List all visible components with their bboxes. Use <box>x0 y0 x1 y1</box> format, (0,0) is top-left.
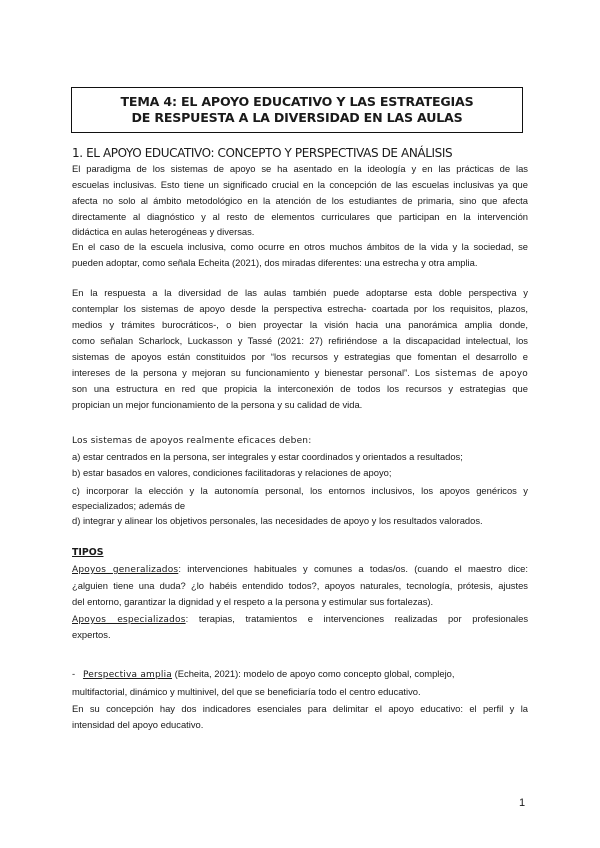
definition-line <box>72 563 528 576</box>
paragraph-line: directamente al diagnóstico y al resto de elementos curriculares que participan en la intervención <box>72 211 528 222</box>
list-item: c) incorporar la elección y la autonomía personal, los entornos inclusivos, los apoyos genéricos y <box>72 485 528 496</box>
paragraph-line: sistemas de apoyos están constituidos por “los recursos y estrategias que fomentan el desarrollo e <box>72 351 528 362</box>
paragraph-line: contemplar los sistemas de apoyo desde la perspectiva estrecha- coartada por los requisitos, plazos, <box>72 303 528 314</box>
title-box <box>71 87 523 133</box>
definition-line: En su concepción hay dos indicadores esenciales para delimitar el apoyo educativo: el perfil y la <box>72 703 528 714</box>
term-label: Apoyos especializados <box>72 615 186 625</box>
tipos-heading: TIPOS <box>72 547 104 558</box>
term-text: : intervenciones habituales y comunes a todas/os. (cuando el maestro dice: <box>178 563 528 574</box>
term-label: Apoyos generalizados <box>72 565 179 575</box>
list-item: especializados; además de <box>72 500 186 511</box>
list-heading-text: Los sistemas de apoyos realmente eficaces deben: <box>72 436 312 446</box>
paragraph-line: como señalan Scharlock, Luckasson y Tassé (2021: 27) refiriéndose a la discapacidad intelectual, los <box>72 335 528 346</box>
paragraph-line: son una estructura en red que propicia la interconexión de todos los recursos y estrategias que <box>72 383 528 394</box>
list-heading <box>72 434 528 447</box>
paragraph-line: El paradigma de los sistemas de apoyo se ha asentado en la ideología y en las prácticas de las <box>72 163 528 174</box>
term-text: : terapias, tratamientos e intervenciones realizadas por profesionales <box>185 613 528 624</box>
term-label: Perspectiva amplia <box>82 670 173 680</box>
definition-line: multifactorial, dinámico y multinivel, del que se beneficiaría todo el centro educativo. <box>72 686 421 697</box>
title-line-1: TEMA 4: EL APOYO EDUCATIVO Y LAS ESTRATEGIAS <box>120 94 474 109</box>
paragraph-line: En la respuesta a la diversidad de las aulas también puede adoptarse esta doble perspectiva y <box>72 287 528 298</box>
citation: (Echeita, 2021) <box>172 668 239 679</box>
term-text: : modelo de apoyo como concepto global, complejo, <box>238 668 455 679</box>
paragraph-line: didáctica en aulas heterogéneas y diversas. <box>72 226 255 237</box>
paragraph-text: intereses de la persona y mejoran su funcionamiento y bienestar personal”. Los <box>72 367 430 378</box>
section-heading: 1. EL APOYO EDUCATIVO: CONCEPTO Y PERSPECTIVAS DE ANÁLISIS <box>72 146 453 160</box>
list-item: a) estar centrados en la persona, ser integrales y estar coordinados y orientados a resultados; <box>72 451 463 462</box>
dash: - <box>72 668 76 679</box>
title-line-2: DE RESPUESTA A LA DIVERSIDAD EN LAS AULAS <box>131 110 463 125</box>
paragraph-line: En el caso de la escuela inclusiva, como ocurre en otros muchos ámbitos de la vida y la sociedad, se <box>72 241 528 252</box>
paragraph-line: propician un mejor funcionamiento de la persona y su calidad de vida. <box>72 399 363 410</box>
definition-line: expertos. <box>72 629 111 640</box>
definition-line: ¿alguien tiene una duda? ¿lo habéis entendido todos?, apoyos naturales, tecnología, prótesis, ajustes <box>72 580 528 591</box>
definition-line: del entorno, garantizar la dignidad y el respeto a la persona y estimular sus fortalezas). <box>72 596 434 607</box>
paragraph-line-with-highlight <box>72 367 528 380</box>
highlight-term: sistemas de apoyo <box>435 369 528 379</box>
paragraph-line: pueden adoptar, como señala Echeita (2021), dos miradas diferentes: una estrecha y otra amplia. <box>72 257 478 268</box>
paragraph-line: afecta no solo al ámbito metodológico en la atención de los estudiantes de primaria, sino que afecta <box>72 195 528 206</box>
definition-line: intensidad del apoyo educativo. <box>72 719 204 730</box>
definition-line <box>72 613 528 626</box>
paragraph-line: medios y trámites burocráticos-, o bien proyectar la visión hacia una panorámica amplia donde, <box>72 319 528 330</box>
definition-line <box>72 668 528 681</box>
page-number: 1 <box>519 797 526 809</box>
list-item: d) integrar y alinear los objetivos personales, las necesidades de apoyo y los resultados valorados. <box>72 515 483 526</box>
list-item: b) estar basados en valores, condiciones facilitadoras y relaciones de apoyo; <box>72 467 392 478</box>
paragraph-line: escuelas inclusivas. Esto tiene un significado crucial en la concepción de las escuelas inclusivas ya que <box>72 179 528 190</box>
